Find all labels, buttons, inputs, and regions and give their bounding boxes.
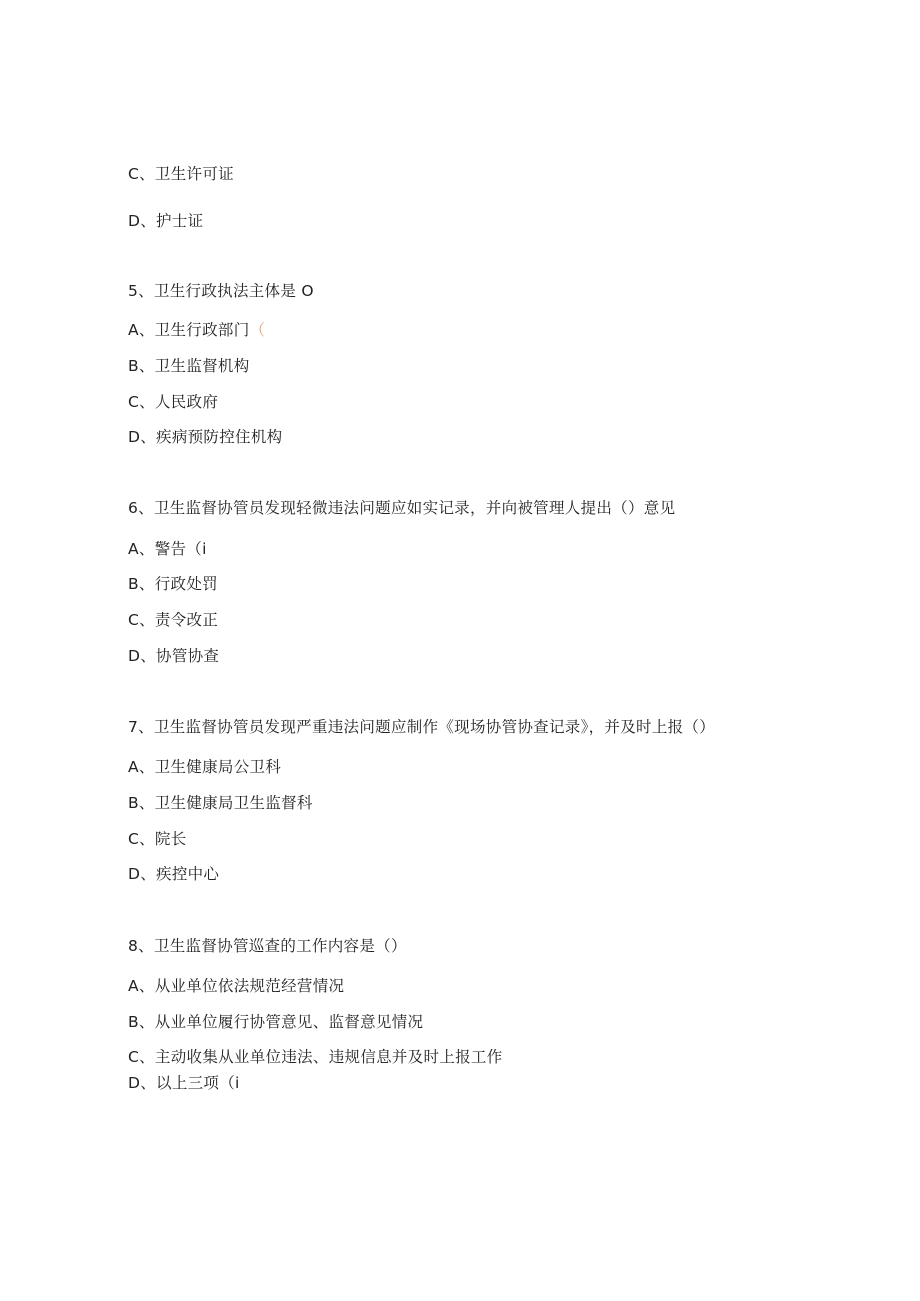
q7-option-c: C、院长 — [128, 830, 187, 848]
q7-option-a: A、卫生健康局公卫科 — [128, 758, 282, 776]
q7-stem: 7、卫生监督协管员发现严重违法问题应制作《现场协管协查记录》，并及时上报（） — [128, 718, 716, 736]
q5-option-a-mark: （ — [249, 321, 266, 339]
q8-option-b: B、从业单位履行协管意见、监督意见情况 — [128, 1013, 424, 1031]
q7-option-d: D、疾控中心 — [128, 865, 220, 883]
q8-option-c: C、主动收集从业单位违法、违规信息并及时上报工作 — [128, 1048, 503, 1066]
q6-option-b: B、行政处罚 — [128, 575, 218, 593]
q5-option-a — [128, 320, 265, 340]
q5-option-a-text: A、卫生行政部门 — [128, 321, 250, 339]
q6-option-a: A、警告（i — [128, 540, 207, 558]
q5-stem: 5、卫生行政执法主体是 O — [128, 282, 314, 300]
q5-option-c: C、人民政府 — [128, 393, 219, 411]
q6-option-c: C、责令改正 — [128, 611, 219, 629]
q6-option-d: D、协管协查 — [128, 647, 220, 665]
q5-option-d: D、疾病预防控住机构 — [128, 428, 283, 446]
q8-stem: 8、卫生监督协管巡查的工作内容是（） — [128, 937, 407, 955]
q7-option-b: B、卫生健康局卫生监督科 — [128, 794, 313, 812]
q8-option-a: A、从业单位依法规范经营情况 — [128, 977, 345, 995]
q8-option-d: D、以上三项（i — [128, 1074, 240, 1092]
q4-option-d: D、护士证 — [128, 212, 204, 230]
q5-option-b: B、卫生监督机构 — [128, 357, 250, 375]
q6-stem: 6、卫生监督协管员发现轻微违法问题应如实记录，并向被管理人提出（）意见 — [128, 499, 676, 517]
q4-option-c: C、卫生许可证 — [128, 165, 234, 183]
